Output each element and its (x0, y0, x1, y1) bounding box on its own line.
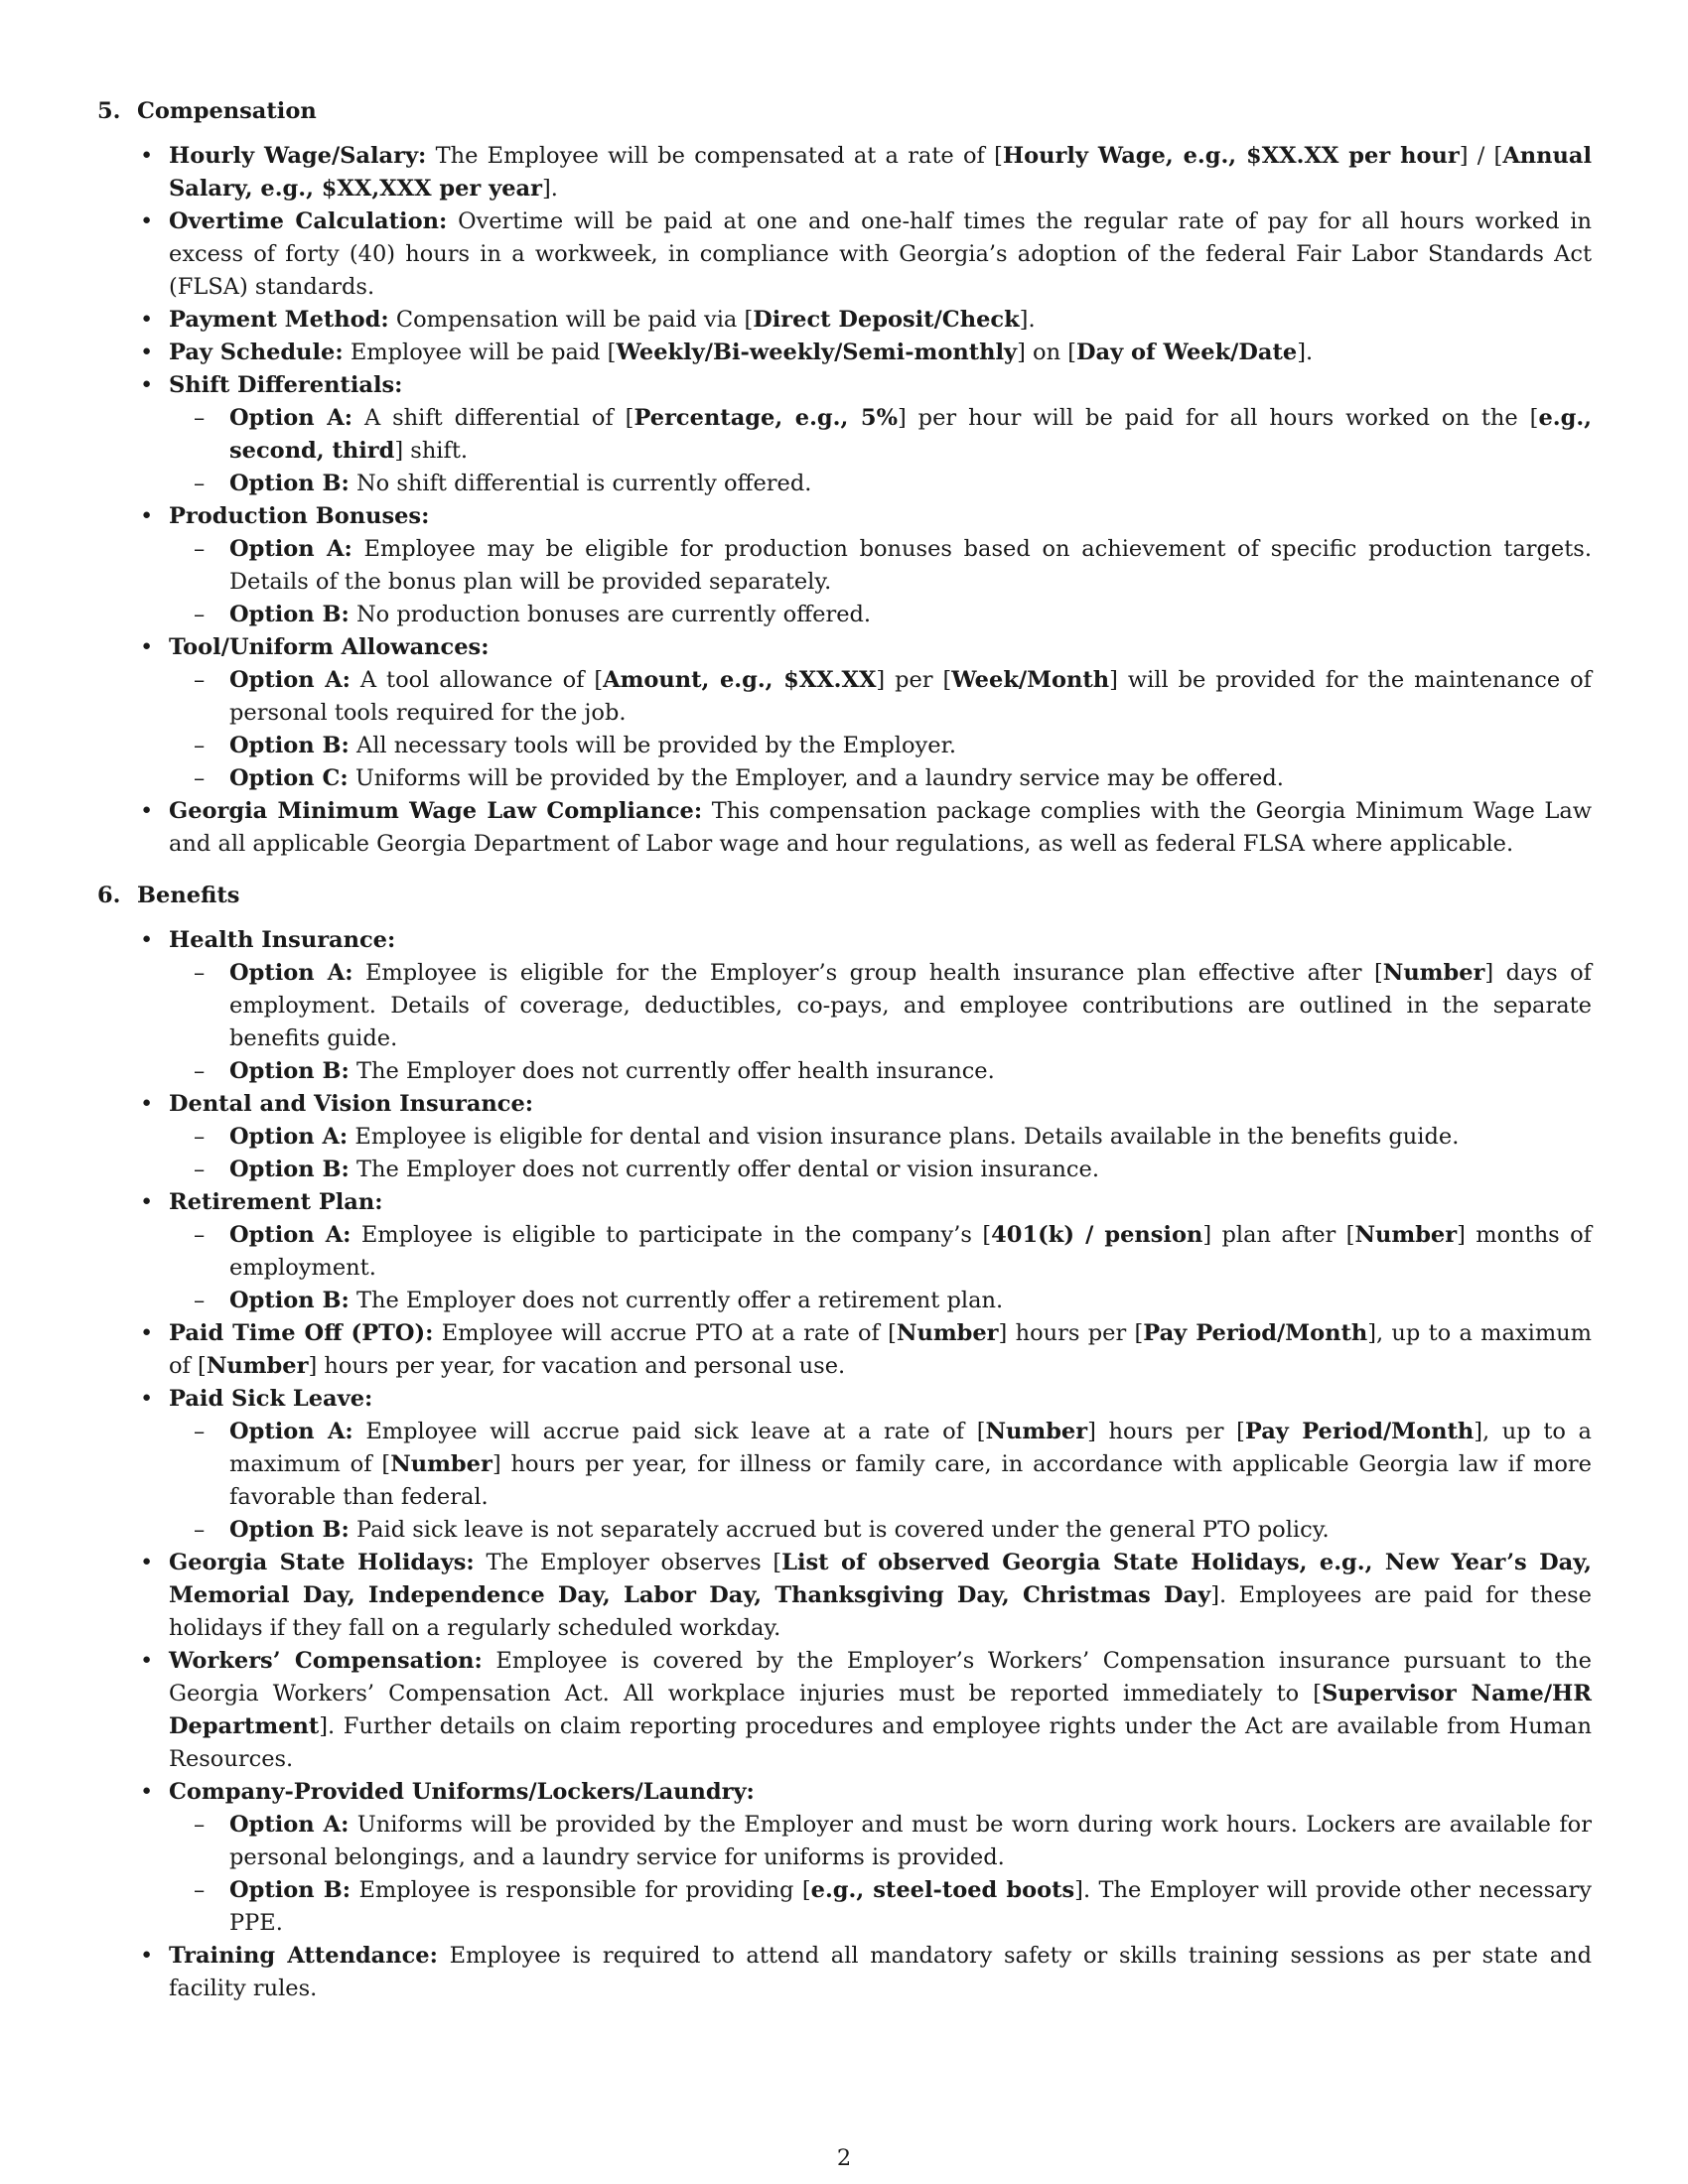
placeholder-field: Supervisor Name/HR Department (169, 1681, 1592, 1739)
placeholder-field: Week/Month (951, 667, 1110, 693)
item-label: Retirement Plan: (169, 1189, 383, 1215)
body-text: ] per hour will be paid for all hours worked on the [ (897, 405, 1539, 431)
list-item-workers-compensation (169, 1645, 1592, 1776)
body-text: The Employee will be compensated at a rate of [ (426, 143, 1003, 169)
body-text: Overtime will be paid at one and one-half times the regular rate of pay for all hours worked in excess of forty (40) hours in a workweek, in compliance with Georgia’s adoption of the federal Fair Labor Standards Act (FLSA) standards. (169, 208, 1592, 300)
placeholder-field: List of observed Georgia State Holidays, e.g., New Year’s Day, Memorial Day, Independence Day, Labor Day, Thanksgiving Day, Christmas Day (169, 1550, 1592, 1608)
list-item-tool-uniform-allowances (169, 631, 1592, 795)
body-text: ], up to a maximum of [ (169, 1320, 1592, 1379)
body-text: The Employer does not currently offer a retirement plan. (349, 1288, 1004, 1313)
sub-item-option-a (229, 1121, 1592, 1154)
item-label: Option B: (229, 1157, 350, 1182)
sub-item-option-a (229, 1809, 1592, 1874)
sub-list (169, 957, 1592, 1088)
sub-list (169, 1121, 1592, 1186)
list-item-overtime-calculation (169, 205, 1592, 304)
placeholder-field: Number (206, 1353, 309, 1379)
item-label: Option A: (229, 405, 353, 431)
sub-list (169, 1219, 1592, 1317)
item-label: Shift Differentials: (169, 372, 403, 398)
item-label: Option B: (229, 1288, 350, 1313)
body-text: ]. (541, 176, 558, 202)
sub-item-option-b (229, 1874, 1592, 1940)
body-text: Employee will accrue paid sick leave at a rate of [ (352, 1419, 986, 1444)
body-text: Employee is eligible for the Employer’s group health insurance plan effective after [ (352, 960, 1383, 986)
body-text: ]. (1019, 307, 1036, 333)
sub-item-option-b (229, 730, 1592, 762)
body-text: The Employer does not currently offer dental or vision insurance. (349, 1157, 1099, 1182)
bullet-list (97, 924, 1592, 2005)
body-text: ] hours per year, for vacation and personal use. (308, 1353, 846, 1379)
placeholder-field: e.g., second, third (229, 405, 1592, 464)
placeholder-field: Annual Salary, e.g., $XX,XXX per year (169, 143, 1592, 202)
item-label: Workers’ Compensation: (169, 1648, 483, 1674)
body-text: Employee is required to attend all mandatory safety or skills training sessions as per state and facility rules. (169, 1943, 1592, 2001)
list-item-health-insurance (169, 924, 1592, 1088)
placeholder-field: Percentage, e.g., 5% (633, 405, 898, 431)
body-text: A shift differential of [ (352, 405, 634, 431)
list-item-shift-differentials (169, 369, 1592, 500)
body-text: ]. (1297, 340, 1314, 365)
sub-item-option-b (229, 599, 1592, 631)
sub-item-option-a (229, 402, 1592, 468)
body-text: ] on [ (1017, 340, 1077, 365)
sub-item-option-a (229, 1416, 1592, 1514)
body-text: ]. Further details on claim reporting procedures and employee rights under the Act are available from Human Resources. (169, 1713, 1592, 1772)
placeholder-field: e.g., steel-toed boots (810, 1877, 1075, 1903)
placeholder-field: Pay Period/Month (1143, 1320, 1368, 1346)
body-text: ]. Employees are paid for these holidays if they fall on a regularly scheduled workday. (169, 1582, 1592, 1641)
sub-list (169, 1416, 1592, 1547)
body-text: ] hours per year, for illness or family care, in accordance with applicable Georgia law if more favorable than federal. (229, 1451, 1592, 1510)
item-label: Option A: (229, 1812, 350, 1838)
body-text: ] hours per [ (1087, 1419, 1245, 1444)
body-text: Employee is eligible to participate in the company’s [ (351, 1222, 992, 1248)
body-text: ], up to a maximum of [ (229, 1419, 1592, 1477)
body-text: Employee will accrue PTO at a rate of [ (433, 1320, 897, 1346)
list-item-production-bonuses (169, 500, 1592, 631)
sub-item-option-a (229, 664, 1592, 730)
body-text: A tool allowance of [ (350, 667, 604, 693)
placeholder-field: Day of Week/Date (1076, 340, 1298, 365)
placeholder-field: Number (1354, 1222, 1458, 1248)
placeholder-field: Number (390, 1451, 492, 1477)
body-text: No shift differential is currently offered. (349, 471, 812, 496)
section-number: 5. (97, 98, 121, 124)
sub-item-option-a (229, 1219, 1592, 1285)
item-label: Option B: (229, 1877, 352, 1903)
placeholder-field: Amount, e.g., $XX.XX (603, 667, 877, 693)
list-item-georgia-state-holidays (169, 1547, 1592, 1645)
placeholder-field: Number (1382, 960, 1485, 986)
sub-item-option-b (229, 1285, 1592, 1317)
list-item-company-provided-uniforms-lockers-laundry (169, 1776, 1592, 1940)
body-text: ] hours per [ (998, 1320, 1144, 1346)
list-item-pay-schedule (169, 337, 1592, 369)
sub-list (169, 402, 1592, 500)
item-label: Option C: (229, 765, 349, 791)
body-text: Employee is responsible for providing [ (351, 1877, 811, 1903)
section-title: Benefits (137, 883, 240, 908)
body-text: Employee will be paid [ (343, 340, 617, 365)
body-text: ]. The Employer will provide other necessary PPE. (229, 1877, 1592, 1936)
section-title: Compensation (137, 98, 317, 124)
placeholder-field: Number (896, 1320, 999, 1346)
item-label: Option B: (229, 471, 350, 496)
item-label: Option B: (229, 1517, 350, 1543)
section-number: 6. (97, 883, 121, 908)
item-label: Training Attendance: (169, 1943, 438, 1969)
body-text: ] will be provided for the maintenance of personal tools required for the job. (229, 667, 1592, 726)
list-item-hourly-wage-salary (169, 140, 1592, 205)
body-text: Employee may be eligible for production bonuses based on achievement of specific production targets. Details of the bonus plan will be provided separately. (229, 536, 1592, 595)
placeholder-field: Number (985, 1419, 1088, 1444)
list-item-georgia-minimum-wage-law-compliance (169, 795, 1592, 861)
section-compensation (97, 95, 1592, 861)
item-label: Paid Sick Leave: (169, 1386, 373, 1412)
sub-list (169, 1809, 1592, 1940)
item-label: Paid Time Off (PTO): (169, 1320, 434, 1346)
item-label: Dental and Vision Insurance: (169, 1091, 534, 1117)
bullet-list (97, 140, 1592, 861)
list-item-dental-and-vision-insurance (169, 1088, 1592, 1186)
sub-item-option-b (229, 1154, 1592, 1186)
item-label: Option A: (229, 667, 351, 693)
item-label: Option B: (229, 733, 350, 758)
placeholder-field: 401(k) / pension (991, 1222, 1203, 1248)
body-text: No production bonuses are currently offered. (349, 602, 872, 627)
placeholder-field: Hourly Wage, e.g., $XX.XX per hour (1002, 143, 1460, 169)
item-label: Option A: (229, 536, 352, 562)
item-label: Georgia Minimum Wage Law Compliance: (169, 798, 703, 824)
item-label: Hourly Wage/Salary: (169, 143, 427, 169)
body-text: Employee is covered by the Employer’s Workers’ Compensation insurance pursuant to the Georgia Workers’ Compensation Act. All workplace injuries must be reported immediately to [ (169, 1648, 1592, 1706)
body-text: Paid sick leave is not separately accrued but is covered under the general PTO policy. (349, 1517, 1330, 1543)
body-text: ] plan after [ (1202, 1222, 1355, 1248)
section-heading (97, 95, 1592, 128)
item-label: Option B: (229, 1058, 350, 1084)
body-text: The Employer does not currently offer health insurance. (349, 1058, 995, 1084)
list-item-retirement-plan (169, 1186, 1592, 1317)
body-text: The Employer observes [ (474, 1550, 782, 1575)
item-label: Option A: (229, 960, 353, 986)
item-label: Overtime Calculation: (169, 208, 448, 234)
body-text: This compensation package complies with the Georgia Minimum Wage Law and all applicable Georgia Department of Labor wage and hour regulations, as well as federal FLSA where applicable. (169, 798, 1592, 857)
placeholder-field: Pay Period/Month (1244, 1419, 1475, 1444)
sub-list (169, 533, 1592, 631)
item-label: Option A: (229, 1124, 349, 1150)
body-text: Uniforms will be provided by the Employer and must be worn during work hours. Lockers are available for personal belongings, and a laundry service for uniforms is provided. (229, 1812, 1592, 1870)
page-number: 2 (836, 2145, 852, 2171)
placeholder-field: Weekly/Bi-weekly/Semi-monthly (616, 340, 1018, 365)
item-label: Company-Provided Uniforms/Lockers/Laundry: (169, 1779, 755, 1805)
body-text: Employee is eligible for dental and vision insurance plans. Details available in the benefits guide. (348, 1124, 1460, 1150)
body-text: Uniforms will be provided by the Employer, and a laundry service may be offered. (348, 765, 1284, 791)
item-label: Payment Method: (169, 307, 389, 333)
list-item-training-attendance (169, 1940, 1592, 2005)
list-item-payment-method (169, 304, 1592, 337)
body-text: All necessary tools will be provided by the Employer. (349, 733, 957, 758)
item-label: Production Bonuses: (169, 503, 430, 529)
body-text: ] shift. (394, 438, 469, 464)
item-label: Option A: (229, 1222, 352, 1248)
sub-item-option-b (229, 468, 1592, 500)
body-text: ] / [ (1459, 143, 1503, 169)
section-heading (97, 880, 1592, 912)
body-text: ] months of employment. (229, 1222, 1593, 1281)
sub-item-option-a (229, 957, 1592, 1055)
list-item-paid-sick-leave (169, 1383, 1592, 1547)
item-label: Option B: (229, 602, 350, 627)
section-benefits (97, 880, 1592, 2005)
item-label: Option A: (229, 1419, 353, 1444)
list-item-paid-time-off-pto (169, 1317, 1592, 1383)
sub-item-option-b (229, 1055, 1592, 1088)
item-label: Tool/Uniform Allowances: (169, 634, 490, 660)
sub-list (169, 664, 1592, 795)
body-text: ] per [ (876, 667, 952, 693)
sub-item-option-b (229, 1514, 1592, 1547)
document-page (97, 95, 1592, 2024)
item-label: Georgia State Holidays: (169, 1550, 475, 1575)
item-label: Health Insurance: (169, 927, 396, 953)
body-text: ] days of employment. Details of coverage, deductibles, co-pays, and employee contributions are outlined in the separate benefits guide. (229, 960, 1592, 1051)
sub-item-option-c (229, 762, 1592, 795)
item-label: Pay Schedule: (169, 340, 344, 365)
sub-item-option-a (229, 533, 1592, 599)
placeholder-field: Direct Deposit/Check (753, 307, 1020, 333)
body-text: Compensation will be paid via [ (388, 307, 754, 333)
